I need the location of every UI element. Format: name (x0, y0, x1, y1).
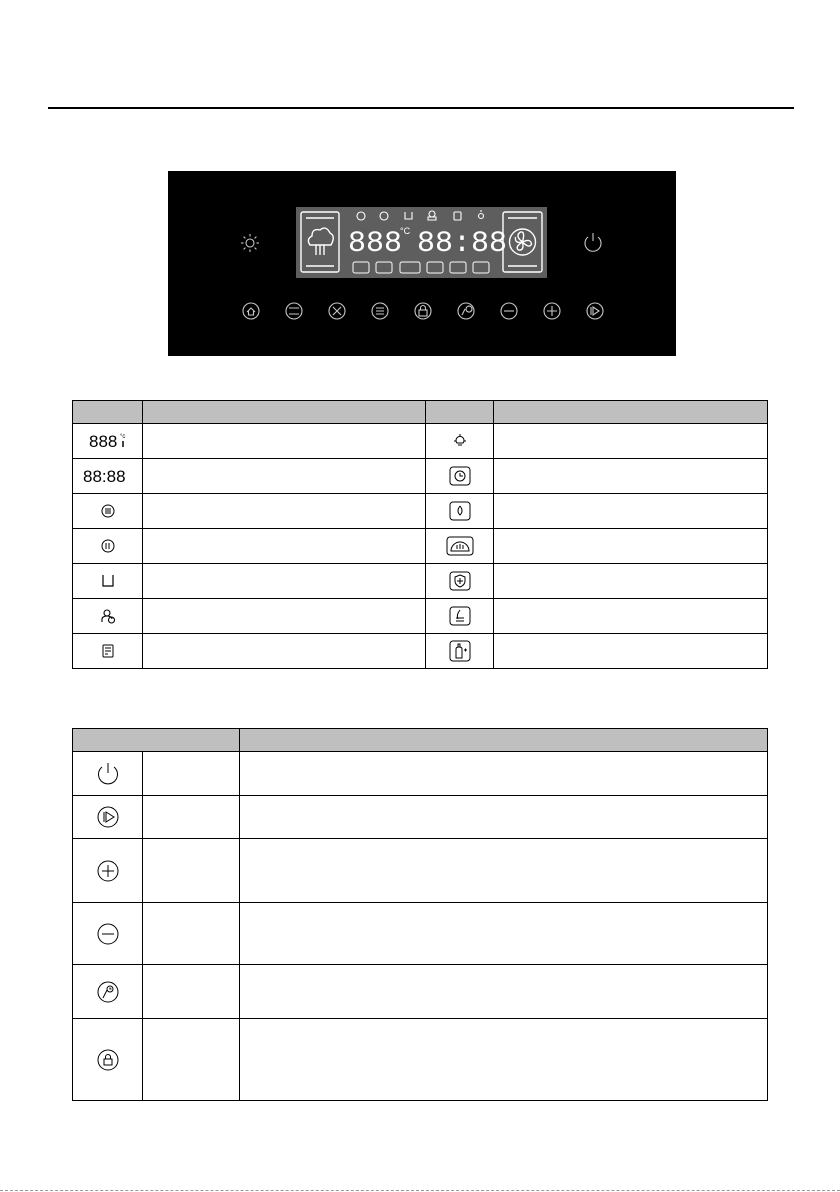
child-lock-icon (100, 608, 116, 624)
table-row (73, 752, 768, 796)
grill-button-icon[interactable] (286, 303, 302, 319)
minus-button-icon[interactable] (501, 303, 517, 319)
table-row (73, 529, 768, 564)
clock-icon (448, 466, 472, 486)
top-rule (48, 107, 794, 109)
table-row (73, 796, 768, 839)
water-tank-icon (100, 573, 116, 589)
dome-icon (446, 536, 474, 556)
time-digits-icon (83, 466, 133, 486)
timer-button-icon[interactable] (458, 303, 474, 319)
water-refill-icon (448, 640, 472, 662)
table-row (73, 424, 768, 459)
bottom-heat-icon (100, 538, 116, 554)
timer-touch-icon (95, 979, 121, 1005)
button-table (72, 728, 768, 1101)
light-icon (452, 433, 468, 449)
bottom-dashed-rule (0, 1190, 840, 1191)
table-row (73, 839, 768, 903)
plus-button-icon[interactable] (544, 303, 560, 319)
descale-icon (448, 501, 472, 521)
control-panel (168, 171, 676, 356)
display-time: 88:88 (417, 227, 508, 261)
table-row (73, 634, 768, 669)
display-temperature: 888 (348, 227, 403, 261)
indicator-table (72, 400, 768, 669)
light-button-icon[interactable] (240, 233, 260, 253)
table-row (73, 903, 768, 965)
button-table-header (73, 729, 768, 752)
display-temperature-unit: °C (400, 226, 411, 236)
svg-text:88:88: 88:88 (82, 467, 126, 486)
recipe-icon (100, 643, 116, 659)
shield-icon (448, 571, 472, 591)
svg-text:°c: °c (119, 434, 125, 440)
plus-icon (95, 858, 121, 884)
home-button-icon[interactable] (243, 303, 259, 319)
start-button-icon[interactable] (587, 303, 603, 319)
table-row (73, 564, 768, 599)
table-row (73, 1019, 768, 1101)
start-pause-icon (95, 804, 121, 830)
minus-icon (95, 921, 121, 947)
table-row (73, 599, 768, 634)
power-icon (95, 761, 121, 787)
steam-heat-icon (100, 503, 116, 519)
table-row (73, 459, 768, 494)
table-row (73, 494, 768, 529)
indicator-table-header (73, 401, 768, 424)
lcd-display (296, 207, 547, 278)
drain-icon (448, 606, 472, 626)
power-button-icon[interactable] (582, 231, 604, 253)
lock-icon (95, 1047, 121, 1073)
menu-button-icon[interactable] (372, 303, 388, 319)
temperature-digits-icon (89, 431, 127, 451)
table-row (73, 965, 768, 1019)
defrost-button-icon[interactable] (329, 303, 345, 319)
panel-button-row (240, 300, 608, 322)
svg-text:888: 888 (88, 432, 117, 451)
lock-button-icon[interactable] (415, 303, 431, 319)
